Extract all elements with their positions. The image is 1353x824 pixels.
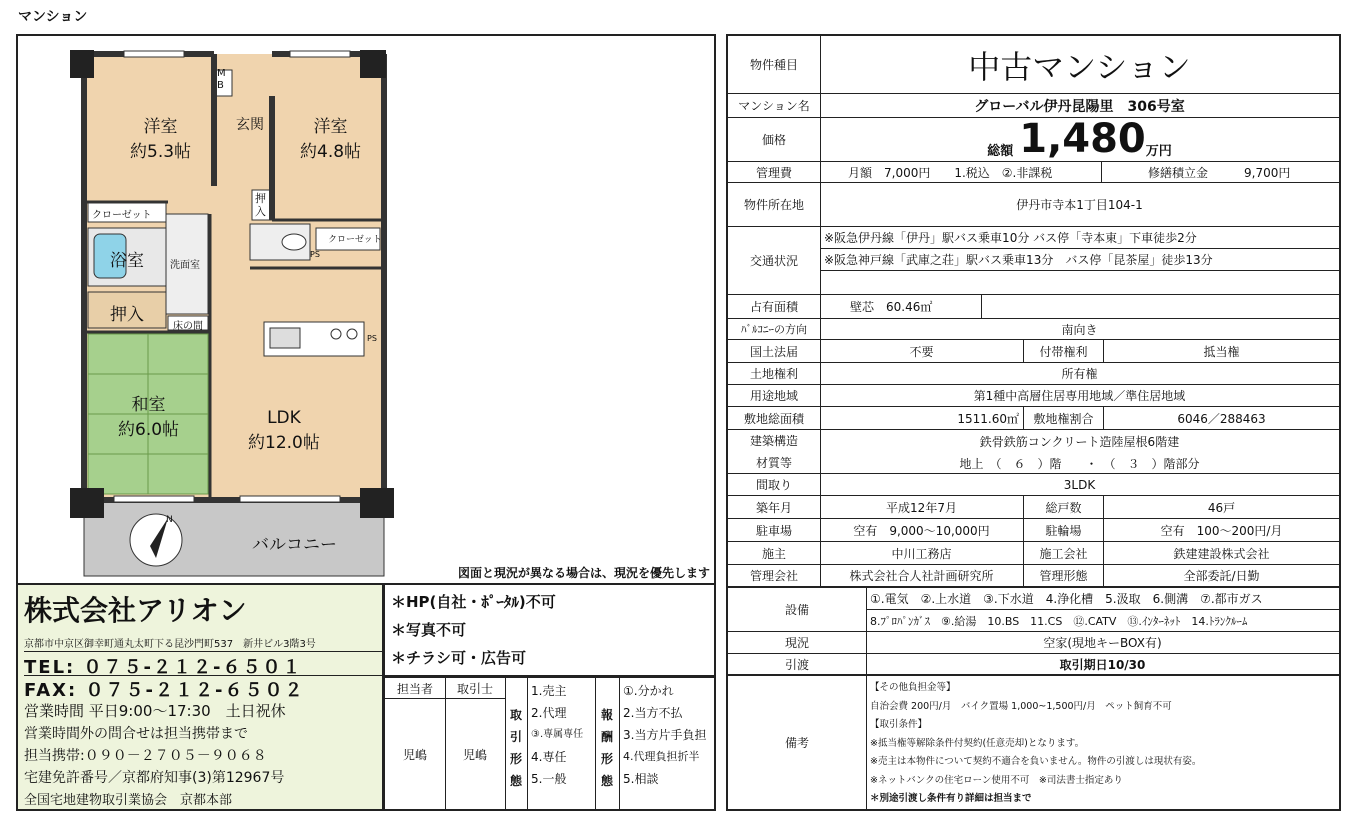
transport-label: 交通状況 bbox=[728, 227, 821, 294]
mode-3: ③.専属専任 bbox=[531, 729, 584, 740]
name-label: マンション名 bbox=[728, 94, 821, 117]
bike-parking: 空有 100～200円/月 bbox=[1160, 523, 1283, 538]
agent-broker-value: 児嶋 bbox=[462, 748, 487, 762]
material-label: 材質等 bbox=[755, 455, 792, 470]
agent-broker-header: 取引士 bbox=[456, 682, 493, 696]
remark-line-4: ※抵当権等解除条件付契約(任意売却)となります。 bbox=[870, 737, 1085, 749]
facilities-line-1: ①.電気 ②.上水道 ③.下水道 4.浄化槽 5.汲取 6.側溝 ⑦.都市ガス bbox=[866, 588, 1339, 610]
closet-2-label: クローゼット bbox=[328, 235, 382, 245]
delivery-label: 引渡 bbox=[728, 654, 867, 674]
structure-label: 建築構造 bbox=[749, 434, 798, 449]
layout: 3LDK bbox=[1063, 477, 1096, 492]
site-share: 6046／288463 bbox=[1177, 411, 1266, 426]
mgmt-company: 株式会社合人社計画研究所 bbox=[820, 565, 1024, 586]
mode-2: 2.代理 bbox=[531, 706, 567, 720]
type-label: 物件種目 bbox=[728, 36, 821, 93]
land-right: 所有権 bbox=[1061, 367, 1098, 381]
current-status: 空家(現地キーBOX有) bbox=[1043, 636, 1162, 650]
remark-line-7: ＊別途引渡し条件有り詳細は担当まで bbox=[870, 793, 1032, 804]
company-license: 宅建免許番号／京都府知事(3)第12967号 bbox=[24, 770, 285, 786]
property-details bbox=[726, 34, 1341, 811]
balcony-direction: 南向き bbox=[1061, 322, 1098, 337]
site-area: 1511.60㎡ bbox=[820, 407, 1024, 429]
company-after-hours: 営業時間外の問合せは担当携帯まで bbox=[24, 726, 248, 742]
floor-area: 壁芯 60.46㎡ bbox=[820, 295, 982, 318]
land-law: 不要 bbox=[820, 340, 1024, 362]
fee-label: 管理費 bbox=[728, 162, 821, 182]
company-tel: TEL: ０７５-２１２-６５０１ bbox=[24, 657, 303, 678]
notice-hp: ＊HP(自社・ﾎﾟｰﾀﾙ)不可 bbox=[391, 593, 556, 611]
fee-label-4: 態 bbox=[600, 774, 613, 788]
facilities-line-2: 8.ﾌﾟﾛﾊﾟﾝｶﾞｽ ⑨.給湯 10.BS 11.CS ⑫.CATV ⑬.ｲﾝﾀｰﾈｯﾄ 14.ﾄﾗﾝｸﾙｰﾑ bbox=[870, 615, 1248, 628]
builder-label: 施主 bbox=[728, 542, 821, 564]
fee-5: 5.相談 bbox=[623, 772, 659, 786]
room-washroom-label: 洗面室 bbox=[170, 260, 200, 271]
remark-line-5: ※売主は本物件について契約不適合を負いません。物件の引渡しは現状有姿。 bbox=[870, 756, 1202, 767]
price-prefix: 総額 bbox=[987, 144, 1014, 159]
balcony-label: バルコニー bbox=[252, 535, 337, 555]
mgmt-type: 全部委託/日勤 bbox=[1183, 569, 1260, 583]
room-western-1-label: 洋室 bbox=[143, 117, 178, 137]
builder: 中川工務店 bbox=[820, 542, 1024, 564]
repair-label: 修繕積立金 bbox=[1148, 165, 1209, 180]
company-fax: FAX: ０７５-２１２-６５０２ bbox=[24, 680, 305, 701]
mgmt-type-label: 管理形態 bbox=[1024, 565, 1104, 586]
transport-line-1: ※阪急伊丹線「伊丹」駅バス乗車10分 バス停「寺本東」下車徒歩2分 bbox=[820, 227, 1339, 249]
contractor: 鉄建建設株式会社 bbox=[1173, 546, 1270, 561]
ad-notices bbox=[384, 585, 716, 677]
fee-label-3: 形 bbox=[600, 752, 613, 766]
fee-3: 3.当方片手負担 bbox=[623, 728, 707, 742]
zoning-label: 用途地域 bbox=[728, 385, 821, 406]
built-label: 築年月 bbox=[728, 496, 821, 518]
closet-1-label: クローゼット bbox=[92, 210, 152, 221]
delivery: 取引期日10/30 bbox=[1059, 657, 1146, 672]
contractor-label: 施工会社 bbox=[1024, 542, 1104, 564]
company-hours: 営業時間 平日9:00～17:30 土日祝休 bbox=[24, 702, 286, 720]
price-label: 価格 bbox=[728, 118, 821, 161]
company-address: 京都市中京区御幸町通丸太町下る昆沙門町537 新井ビル3階3号 bbox=[24, 639, 316, 650]
category-title: マンション bbox=[18, 9, 88, 25]
mode-5: 5.一般 bbox=[531, 772, 567, 786]
structure: 鉄骨鉄筋コンクリート造陸屋根6階建 bbox=[979, 434, 1180, 449]
fee-4: 4.代理負担折半 bbox=[623, 750, 700, 763]
remark-line-3: 【取引条件】 bbox=[870, 719, 928, 730]
management-fee: 月額 7,000円 1.税込 ②.非課税 bbox=[820, 162, 1102, 182]
mode-4: 4.専任 bbox=[531, 750, 567, 764]
floor-plan bbox=[16, 34, 716, 585]
storage-1-label: 押入 bbox=[110, 305, 144, 325]
compass-north-label: N bbox=[166, 515, 173, 525]
plan-disclaimer: 図面と現況が異なる場合は、現況を優先します bbox=[457, 566, 710, 580]
price-value: 1,480 bbox=[1019, 116, 1146, 162]
remarks-label: 備考 bbox=[728, 676, 867, 809]
room-japanese-label: 和室 bbox=[131, 395, 166, 415]
repair-fund: 9,700円 bbox=[1244, 165, 1291, 180]
property-type: 中古マンション bbox=[968, 47, 1191, 86]
fee-label-2: 酬 bbox=[600, 730, 613, 744]
bike-parking-label: 駐輪場 bbox=[1024, 519, 1104, 541]
mgmt-company-label: 管理会社 bbox=[728, 565, 821, 586]
agent-person-value: 児嶋 bbox=[402, 748, 427, 762]
room-entrance-label: 玄関 bbox=[236, 117, 264, 133]
mb-label: MB bbox=[217, 68, 226, 91]
mode-label-1: 取 bbox=[509, 708, 522, 722]
company-info bbox=[16, 585, 384, 811]
fee-1: ①.分かれ bbox=[623, 684, 674, 698]
ps-2-label: PS bbox=[367, 334, 377, 343]
built-date: 平成12年7月 bbox=[820, 496, 1024, 518]
attached-rights: 抵当権 bbox=[1203, 344, 1240, 359]
room-western-2-size: 約4.8帖 bbox=[300, 142, 362, 162]
agent-person-header: 担当者 bbox=[396, 682, 433, 696]
total-units: 46戸 bbox=[1207, 500, 1236, 515]
property-name: グローバル伊丹昆陽里 306号室 bbox=[974, 98, 1185, 115]
company-mobile: 担当携帯:０９０－２７０５－９０６８ bbox=[24, 748, 267, 764]
tokonoma-label: 床の間 bbox=[173, 321, 203, 332]
property-address: 伊丹市寺本1丁目104-1 bbox=[1016, 198, 1143, 212]
site-area-label: 敷地総面積 bbox=[728, 407, 821, 429]
remark-line-1: 【その他負担金等】 bbox=[870, 682, 956, 693]
room-ldk-size: 約12.0帖 bbox=[248, 433, 320, 453]
layout-label: 間取り bbox=[728, 474, 821, 495]
zoning: 第1種中高層住居専用地域／準住居地域 bbox=[973, 389, 1186, 403]
transport-line-2: ※阪急神戸線「武庫之荘」駅バス乗車13分 バス停「昆茶屋」徒歩13分 bbox=[820, 249, 1339, 271]
balcony-area bbox=[84, 500, 384, 576]
ps-1-label: PS bbox=[310, 250, 320, 259]
storage-2-label: 押入 bbox=[255, 192, 266, 218]
site-share-label: 敷地権割合 bbox=[1024, 407, 1104, 429]
balcony-direction-label: ﾊﾞﾙｺﾆｰの方向 bbox=[728, 319, 821, 339]
mode-label-3: 形 bbox=[509, 752, 522, 766]
notice-photo: ＊写真不可 bbox=[391, 621, 467, 639]
room-japanese-size: 約6.0帖 bbox=[118, 420, 180, 440]
room-ldk-label: LDK bbox=[267, 408, 301, 428]
area-label: 占有面積 bbox=[728, 295, 821, 318]
address-label: 物件所在地 bbox=[728, 183, 821, 226]
remark-line-2: 自治会費 200円/月 バイク置場 1,000~1,500円/月 ペット飼育不可 bbox=[870, 700, 1172, 712]
facilities-label: 設備 bbox=[728, 588, 867, 631]
notice-flyer: ＊チラシ可・広告可 bbox=[391, 649, 527, 667]
price-unit: 万円 bbox=[1145, 144, 1172, 159]
mode-1: 1.売主 bbox=[531, 684, 567, 698]
status-label: 現況 bbox=[728, 632, 867, 653]
mode-label-4: 態 bbox=[509, 774, 522, 788]
room-western-1-size: 約5.3帖 bbox=[130, 142, 192, 162]
total-units-label: 総戸数 bbox=[1024, 496, 1104, 518]
room-western-2-label: 洋室 bbox=[313, 117, 348, 137]
attached-rights-label: 付帯権利 bbox=[1024, 340, 1104, 362]
land-right-label: 土地権利 bbox=[728, 363, 821, 384]
room-bath-label: 浴室 bbox=[110, 251, 144, 271]
floor-info: 地上 （ ６ ）階 ・ （ ３ ）階部分 bbox=[959, 456, 1200, 471]
parking-label: 駐車場 bbox=[728, 519, 821, 541]
remark-line-6: ※ネットバンクの住宅ローン使用不可 ※司法書士指定あり bbox=[870, 774, 1123, 786]
land-law-label: 国土法届 bbox=[728, 340, 821, 362]
fee-label-1: 報 bbox=[600, 708, 613, 722]
fee-2: 2.当方不払 bbox=[623, 706, 683, 720]
mode-label-2: 引 bbox=[509, 730, 522, 744]
agent-table bbox=[384, 677, 716, 811]
company-name: 株式会社アリオン bbox=[24, 594, 247, 627]
parking: 空有 9,000～10,000円 bbox=[820, 519, 1024, 541]
company-association: 全国宅地建物取引業協会 京都本部 bbox=[24, 793, 233, 808]
